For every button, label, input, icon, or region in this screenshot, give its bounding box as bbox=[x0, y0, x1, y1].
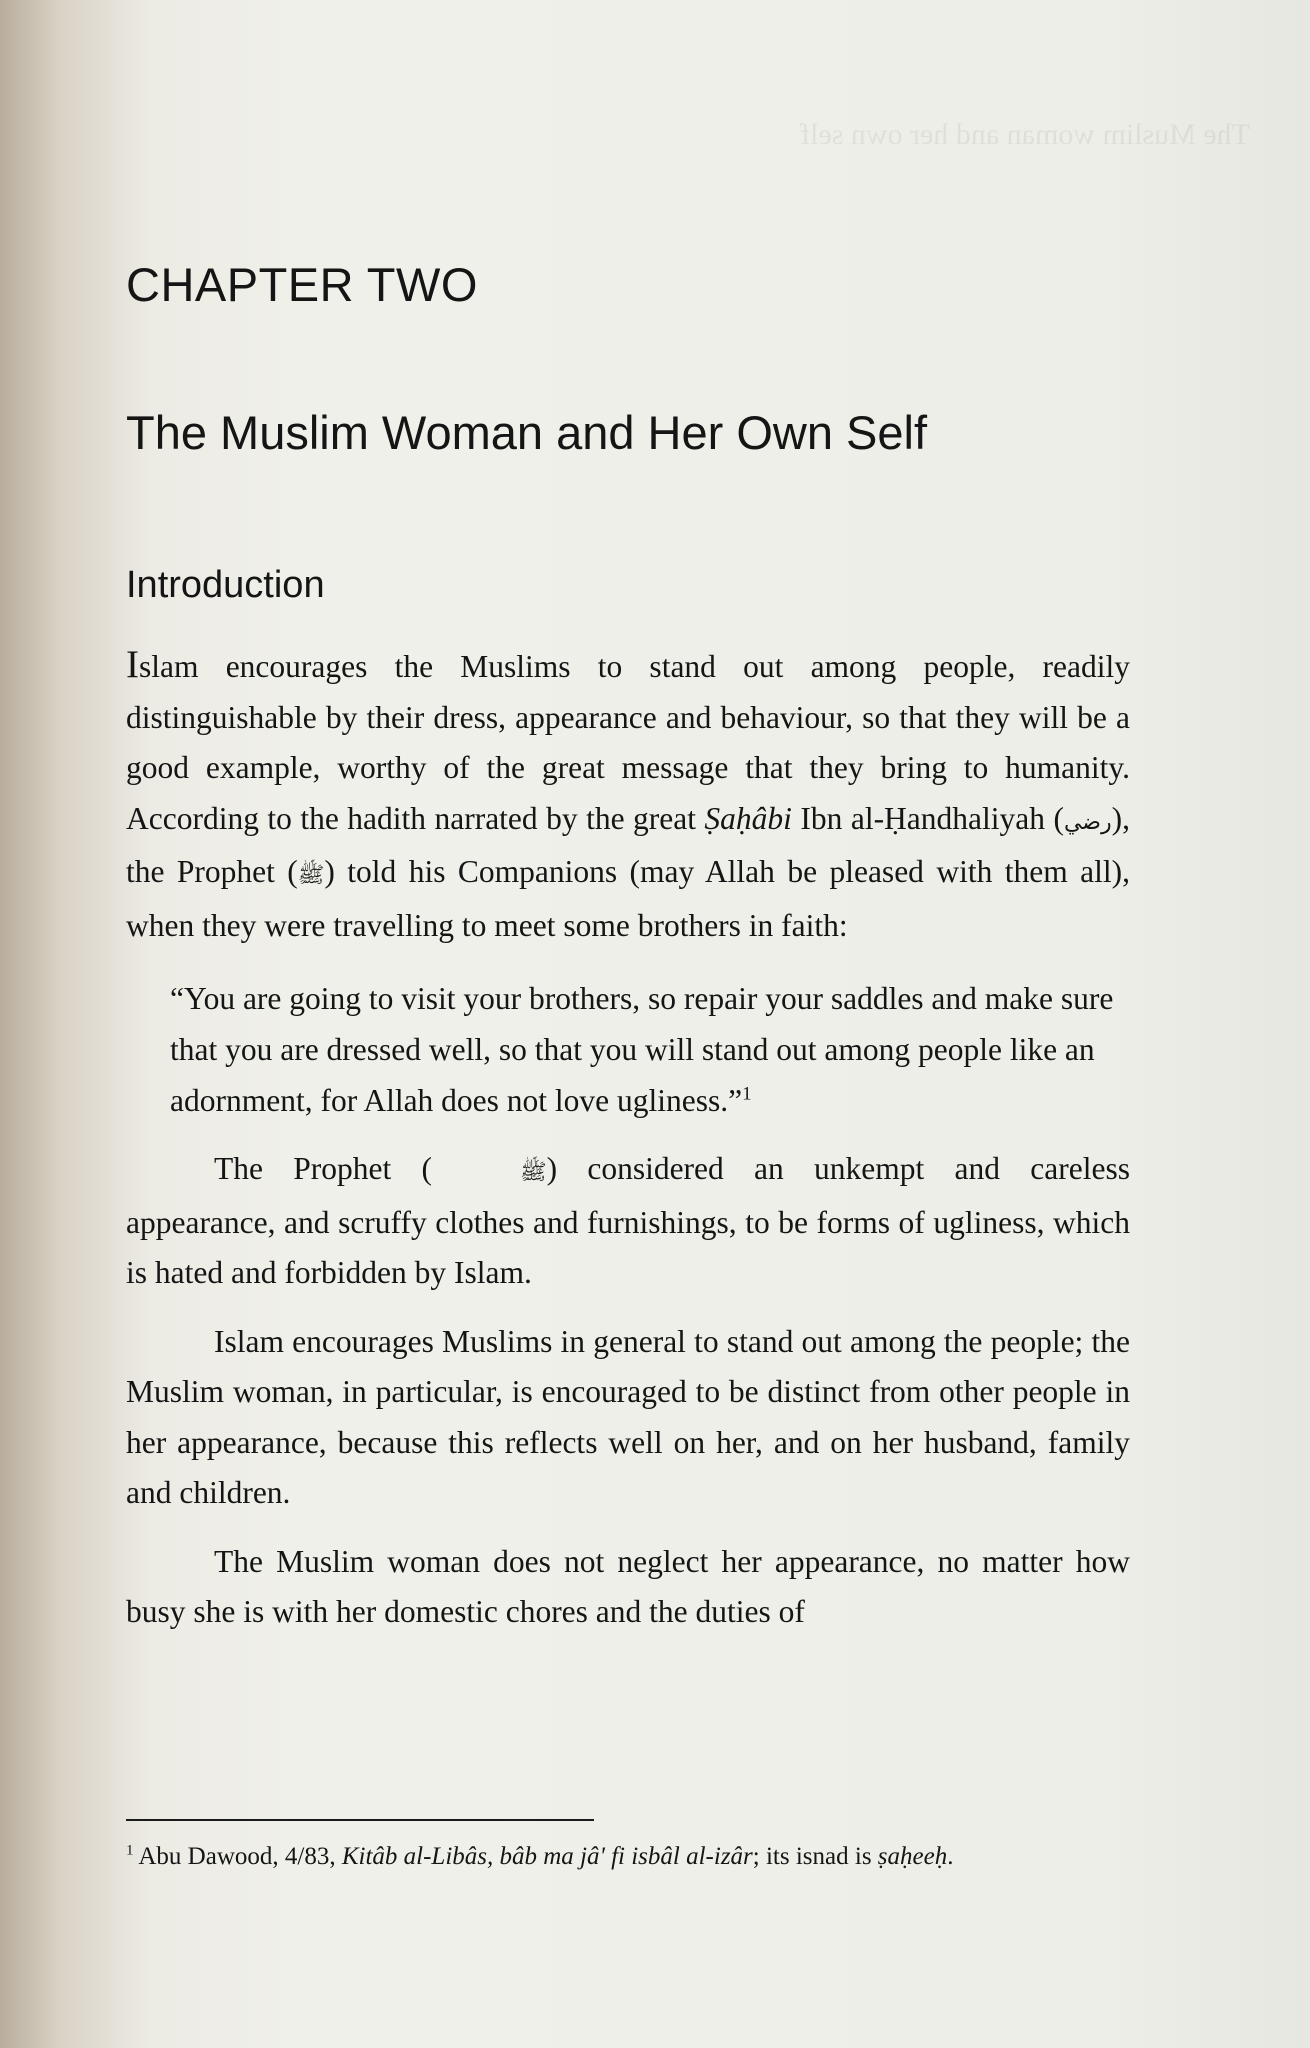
honorific-glyph: رضي bbox=[1063, 808, 1112, 834]
honorific-glyph: ﷺ bbox=[520, 1159, 547, 1184]
page-content bbox=[126, 255, 1130, 1629]
show-through-header: The Muslim woman and her own self bbox=[800, 118, 1250, 151]
paragraph-1: Islam encourages the Muslims to stand out among people, readily distinguishable by their dress, appearance and behaviour, so that they will be a good example, worthy of the great message that they bring to humanity. According to the hadith narrated by the great Ṣaḥâbi Ibn al-Ḥandhaliyah (رضي), the Prophet (ﷺ) told his Companions (may Allah be pleased with them all), when they were travelling to meet some brothers in faith: bbox=[126, 643, 1130, 943]
footnote-marker: 1 bbox=[126, 1842, 134, 1859]
paragraph-2: The Prophet ( ﷺ) considered an unkempt and careless appearance, and scruffy clothes and furnishings, to be forms of ugliness, which is hated and forbidden by Islam. bbox=[126, 1144, 1130, 1299]
paragraph-4: The Muslim woman does not neglect her appearance, no matter how busy she is with her domestic chores and the duties of bbox=[126, 1543, 1130, 1629]
paragraph-3: Islam encourages Muslims in general to stand out among the people; the Muslim woman, in particular, is encouraged to be distinct from other people in her appearance, because this reflects well on her, and on her husband, family and children. bbox=[126, 1323, 1130, 1510]
chapter-heading: CHAPTER TWO bbox=[126, 258, 478, 311]
chapter-title: The Muslim Woman and Her Own Self bbox=[126, 406, 928, 459]
section-heading: Introduction bbox=[126, 564, 325, 606]
footnote-ref: 1 bbox=[742, 1083, 752, 1105]
footnote: $^1$ Abu Dawood, 4/83, Kitâb al-Libâs, bâb ma jâ' fi isbâl al-izâr; its isnad is ṣaḥeeḥ. bbox=[126, 1842, 954, 1870]
body-text bbox=[126, 640, 1130, 1638]
honorific-glyph: ﷺ bbox=[297, 862, 325, 887]
hadith-quote: “You are going to visit your brothers, so repair your saddles and make sure that you are dressed well, so that you will stand out among people like an adornment, for Allah does not love ugliness.”$^1$ bbox=[170, 981, 1114, 1118]
footnote-divider bbox=[126, 1819, 594, 1821]
